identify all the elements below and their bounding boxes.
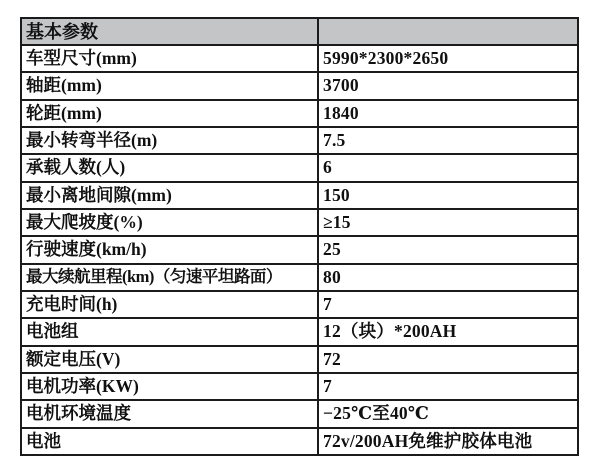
row-value: 12（块）*200AH: [318, 318, 578, 345]
table-row: [21, 318, 578, 345]
table-row: [21, 400, 578, 427]
table-header-row: [21, 18, 578, 45]
table-row: [21, 154, 578, 181]
table-row: [21, 100, 578, 127]
table-row: [21, 182, 578, 209]
row-label: 充电时间(h): [21, 291, 318, 318]
table-header-empty-cell: [318, 18, 578, 45]
row-value: 7.5: [318, 127, 578, 154]
row-label: 轮距(mm): [21, 100, 318, 127]
spec-table: [20, 17, 579, 456]
row-value: 25: [318, 236, 578, 263]
row-label: 最小离地间隙(mm): [21, 182, 318, 209]
row-label: 承载人数(人): [21, 154, 318, 181]
table-row: [21, 209, 578, 236]
table-row: [21, 127, 578, 154]
row-label: 最大爬坡度(%): [21, 209, 318, 236]
row-label: 电机功率(KW): [21, 373, 318, 400]
table-row: [21, 346, 578, 373]
row-label: 行驶速度(km/h): [21, 236, 318, 263]
row-label: 电池组: [21, 318, 318, 345]
row-label: 最大续航里程(km)（匀速平坦路面）: [21, 264, 318, 291]
spec-table-container: [20, 17, 577, 456]
row-value: ≥15: [318, 209, 578, 236]
row-label: 轴距(mm): [21, 72, 318, 99]
row-value: 7: [318, 291, 578, 318]
spec-table-body: [21, 45, 578, 455]
row-value: 6: [318, 154, 578, 181]
table-row: [21, 72, 578, 99]
row-value: 7: [318, 373, 578, 400]
table-row: [21, 428, 578, 455]
table-row: [21, 373, 578, 400]
row-value: 150: [318, 182, 578, 209]
table-row: [21, 45, 578, 72]
row-value: 80: [318, 264, 578, 291]
row-label: 电机环境温度: [21, 400, 318, 427]
row-value: 72: [318, 346, 578, 373]
table-title: 基本参数: [21, 18, 318, 45]
table-row: [21, 291, 578, 318]
row-value: −25℃至40℃: [318, 400, 578, 427]
row-label: 最小转弯半径(m): [21, 127, 318, 154]
row-value: 5990*2300*2650: [318, 45, 578, 72]
table-row: [21, 264, 578, 291]
row-value: 3700: [318, 72, 578, 99]
row-label: 额定电压(V): [21, 346, 318, 373]
row-label: 车型尺寸(mm): [21, 45, 318, 72]
table-row: [21, 236, 578, 263]
row-label: 电池: [21, 428, 318, 455]
row-value: 1840: [318, 100, 578, 127]
row-value: 72v/200AH免维护胶体电池: [318, 428, 578, 455]
